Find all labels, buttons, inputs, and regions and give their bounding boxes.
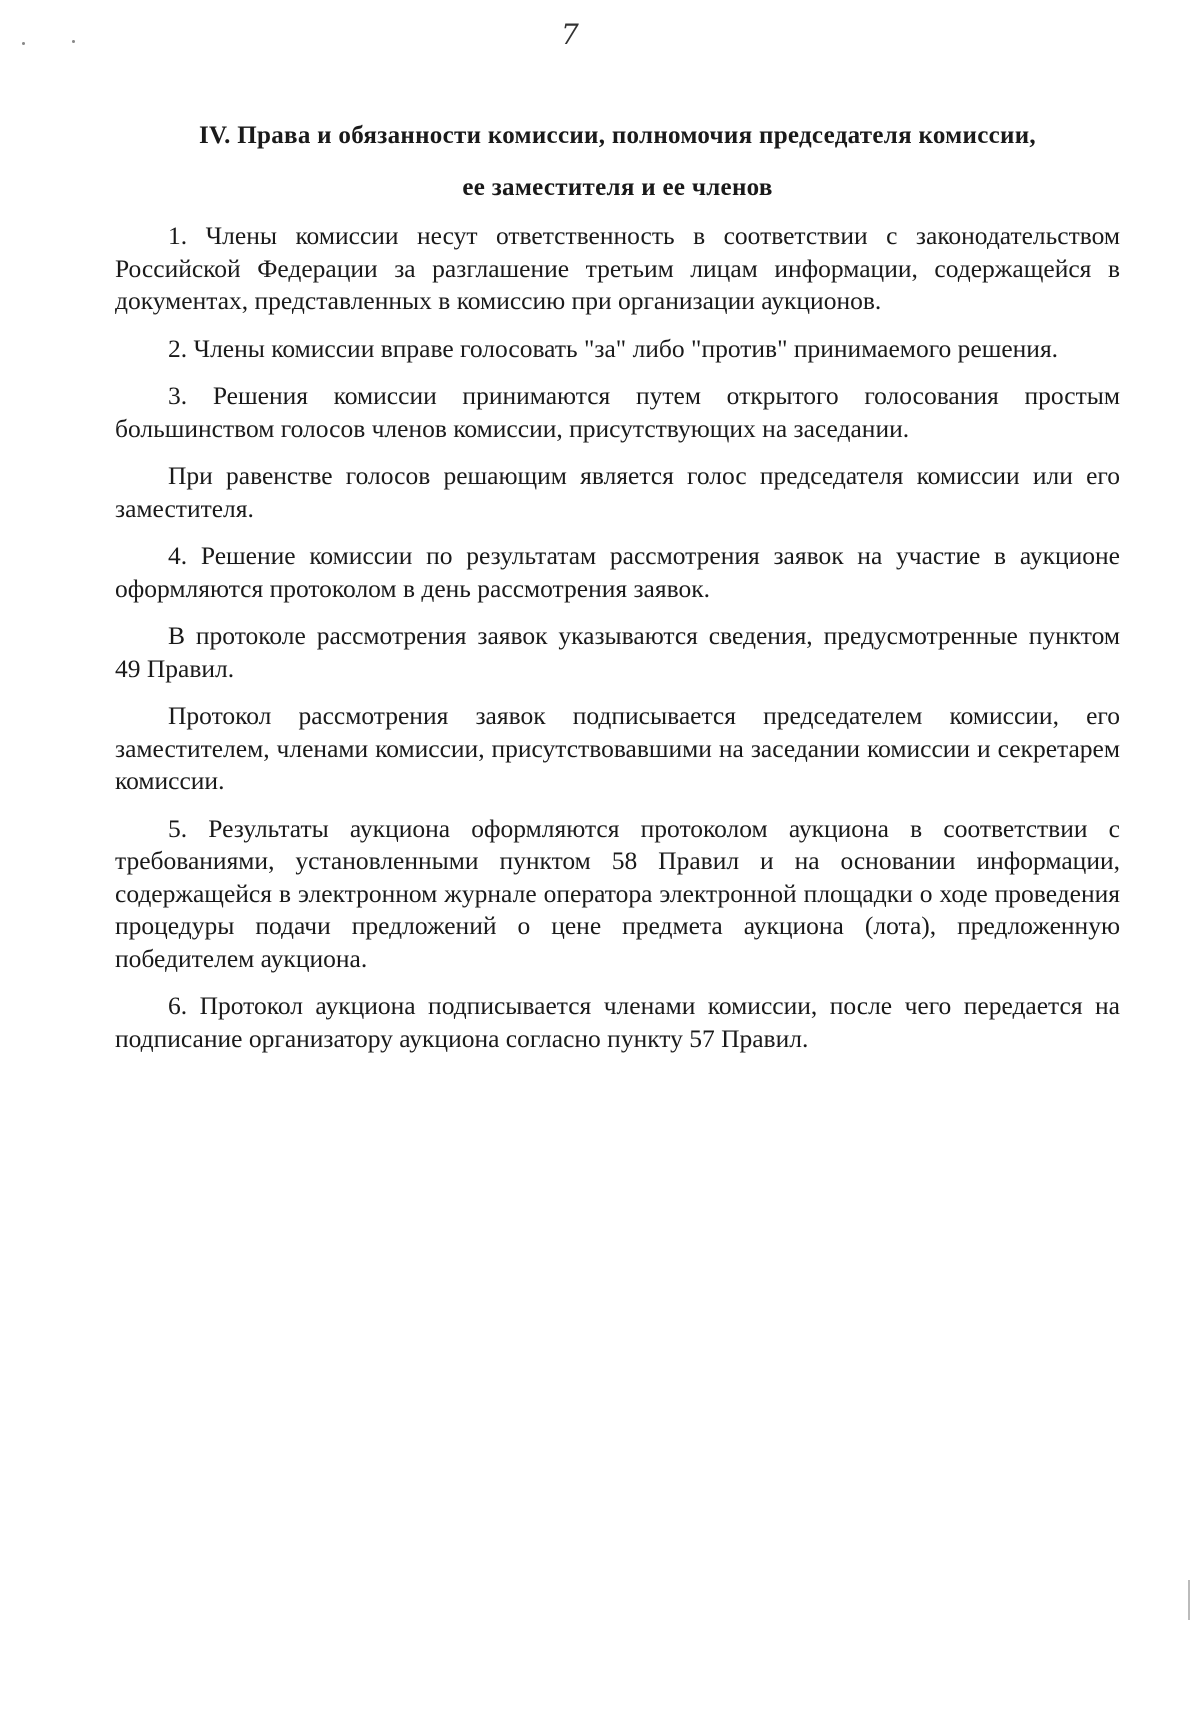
document-body <box>115 118 1120 1070</box>
page-number: 7 <box>561 18 579 51</box>
scan-artifact-dot <box>72 40 75 43</box>
paragraph-1: 1. Члены комиссии несут ответственность в соответствии с законодательством Российской Федерации за разглашение третьим лицам информации, содержащейся в документах, представленных в комиссию при организации аукционов. <box>115 221 1120 315</box>
section-heading: IV. Права и обязанности комиссии, полномочия председателя комиссии, <box>199 122 1036 149</box>
paragraph-9: 6. Протокол аукциона подписывается членами комиссии, после чего передается на подписание организатору аукциона согласно пункту 57 Правил. <box>115 991 1120 1053</box>
paragraph-6: В протоколе рассмотрения заявок указываются сведения, предусмотренные пунктом 49 Правил. <box>115 621 1120 683</box>
paragraph-7: Протокол рассмотрения заявок подписывается председателем комиссии, его заместителем, членами комиссии, присутствовавшими на заседании комиссии и секретарем комиссии. <box>115 701 1120 795</box>
paragraph-8: 5. Результаты аукциона оформляются протоколом аукциона в соответствии с требованиями, установленными пунктом 58 Правил и на основании информации, содержащейся в электронном журнале оператора электронной площадки о ходе проведения процедуры подачи предложений о цене предмета аукциона (лота), предложенную победителем аукциона. <box>115 813 1120 973</box>
paragraph-3: 3. Решения комиссии принимаются путем открытого голосования простым большинством голосов членов комиссии, присутствующих на заседании. <box>115 381 1120 443</box>
paragraph-4: При равенстве голосов решающим является голос председателя комиссии или его заместителя. <box>115 461 1120 523</box>
paragraph-5: 4. Решение комиссии по результатам рассмотрения заявок на участие в аукционе оформляются протоколом в день рассмотрения заявок. <box>115 541 1120 603</box>
scan-artifact-dot <box>22 42 25 45</box>
section-subheading: ее заместителя и ее членов <box>462 174 773 201</box>
scan-artifact-line <box>1188 1580 1190 1620</box>
paragraph-2: 2. Члены комиссии вправе голосовать "за" либо "против" принимаемого решения. <box>168 333 1059 363</box>
